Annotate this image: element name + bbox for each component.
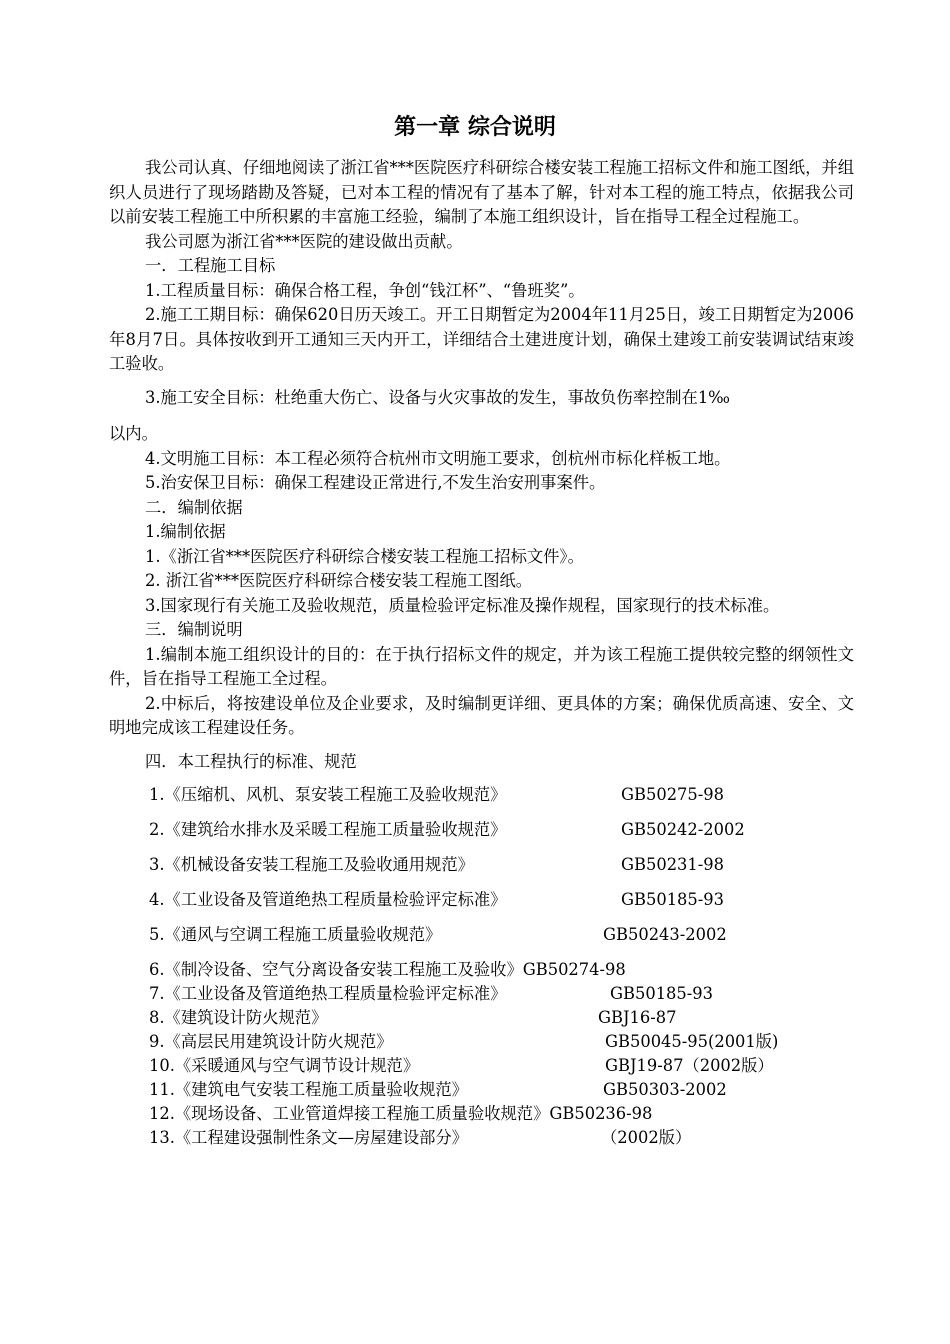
- goal-item: 1.工程质量目标：确保合格工程，争创“钱江杯”、“鲁班奖”。: [145, 280, 585, 300]
- standard-row: [109, 1030, 854, 1054]
- standard-code: GB50045-95(2001版): [605, 1032, 779, 1051]
- standard-row: [109, 1102, 854, 1126]
- standard-code: GB50275-98: [621, 785, 724, 804]
- standard-name: 8.《建筑设计防火规范》: [149, 1008, 328, 1027]
- standard-name: 13.《工程建设强制性条文—房屋建设部分》: [149, 1128, 468, 1147]
- standard-code: GB50236-98: [549, 1104, 653, 1123]
- goal-item: 5.治安保卫目标：确保工程建设正常进行,不发生治安刑事案件。: [145, 473, 606, 492]
- goal-item: 2.施工工期目标：确保620日历天竣工。开工日期暂定为2004年11月25日，竣工日期暂定为2006年8月7日。具体按收到开工通知三天内开工，详细结合土建进度计划，确保土建竣工前安装调试结束竣工验收。: [109, 305, 854, 373]
- standard-code: GB50185-93: [621, 890, 724, 909]
- standard-row: [109, 923, 854, 958]
- basis-item: 1.编制依据: [145, 522, 226, 541]
- standard-row: [109, 853, 854, 888]
- standard-name: 9.《高层民用建筑设计防火规范》: [149, 1032, 393, 1051]
- standard-row: [109, 958, 854, 982]
- standard-code: GB50303-2002: [603, 1080, 727, 1099]
- goal-item: 3.施工安全目标：杜绝重大伤亡、设备与火灾事故的发生，事故负伤率控制在1‰: [145, 387, 731, 407]
- document-body: [109, 156, 854, 1150]
- standard-row: [109, 783, 854, 818]
- standard-name: 12.《现场设备、工业管道焊接工程施工质量验收规范》: [149, 1104, 550, 1123]
- standard-row: [109, 888, 854, 923]
- standard-row: [109, 1006, 854, 1030]
- standard-code: GB50231-98: [621, 855, 724, 874]
- standard-name: 4.《工业设备及管道绝热工程质量检验评定标准》: [149, 890, 507, 909]
- chapter-title: 第一章 综合说明: [394, 115, 556, 140]
- standard-code: GBJ16-87: [598, 1008, 677, 1027]
- section-heading: 三．编制说明: [145, 620, 243, 639]
- standard-row: [109, 1126, 854, 1150]
- standard-name: 11.《建筑电气安装工程施工质量验收规范》: [149, 1080, 468, 1099]
- section-heading: 一．工程施工目标: [145, 256, 276, 275]
- standard-name: 10.《采暖通风与空气调节设计规范》: [149, 1056, 420, 1075]
- standard-name: 6.《制冷设备、空气分离设备安装工程施工及验收》: [149, 960, 523, 979]
- standard-name: 5.《通风与空调工程施工质量验收规范》: [149, 925, 442, 944]
- standard-name: 7.《工业设备及管道绝热工程质量检验评定标准》: [149, 984, 507, 1003]
- standard-code: GB50243-2002: [603, 925, 727, 944]
- goal-item: 4.文明施工目标：本工程必须符合杭州市文明施工要求，创杭州市标化样板工地。: [145, 448, 731, 468]
- basis-item: 3.国家现行有关施工及验收规范，质量检验评定标准及操作规程，国家现行的技术标准。: [145, 595, 780, 615]
- goal-item-continuation: 以内。: [109, 424, 158, 443]
- standard-code: GBJ19-87（2002版）: [605, 1056, 774, 1075]
- section-heading: 二．编制依据: [145, 497, 243, 517]
- standard-name: 3.《机械设备安装工程施工及验收通用规范》: [149, 855, 474, 874]
- intro-paragraph: 我公司认真、仔细地阅读了浙江省***医院医疗科研综合楼安装工程施工招标文件和施工图纸，并组织人员进行了现场踏勘及答疑，已对本工程的情况有了基本了解，针对本工程的施工特点，依据我公司以前安装工程施工中所积累的丰富施工经验，编制了本施工组织设计，旨在指导工程全过程施工。: [109, 158, 854, 226]
- explanation-item: 1.编制本施工组织设计的目的：在于执行招标文件的规定，并为该工程施工提供较完整的纲领性文件，旨在指导工程施工全过程。: [109, 644, 854, 688]
- standard-code: GB50185-93: [610, 984, 713, 1003]
- basis-item: 1.《浙江省***医院医疗科研综合楼安装工程施工招标文件》。: [145, 546, 584, 566]
- standard-name: 1.《压缩机、风机、泵安装工程施工及验收规范》: [149, 785, 507, 804]
- standard-code: （2002版）: [601, 1128, 692, 1147]
- explanation-item: 2.中标后，将按建设单位及企业要求，及时编制更详细、更具体的方案；确保优质高速、安全、文明地完成该工程建设任务。: [109, 693, 854, 737]
- standard-code: GB50274-98: [522, 960, 626, 979]
- section-heading: 四．本工程执行的标准、规范: [145, 751, 357, 771]
- standard-row: [109, 1054, 854, 1078]
- standard-row: [109, 818, 854, 853]
- intro-paragraph: 我公司愿为浙江省***医院的建设做出贡献。: [145, 231, 463, 251]
- basis-item: 2. 浙江省***医院医疗科研综合楼安装工程施工图纸。: [145, 571, 533, 590]
- standard-code: GB50242-2002: [621, 820, 745, 839]
- standards-list: [109, 783, 854, 1150]
- standard-row: [109, 1078, 854, 1102]
- standard-name: 2.《建筑给水排水及采暖工程施工质量验收规范》: [149, 820, 507, 839]
- standard-row: [109, 982, 854, 1006]
